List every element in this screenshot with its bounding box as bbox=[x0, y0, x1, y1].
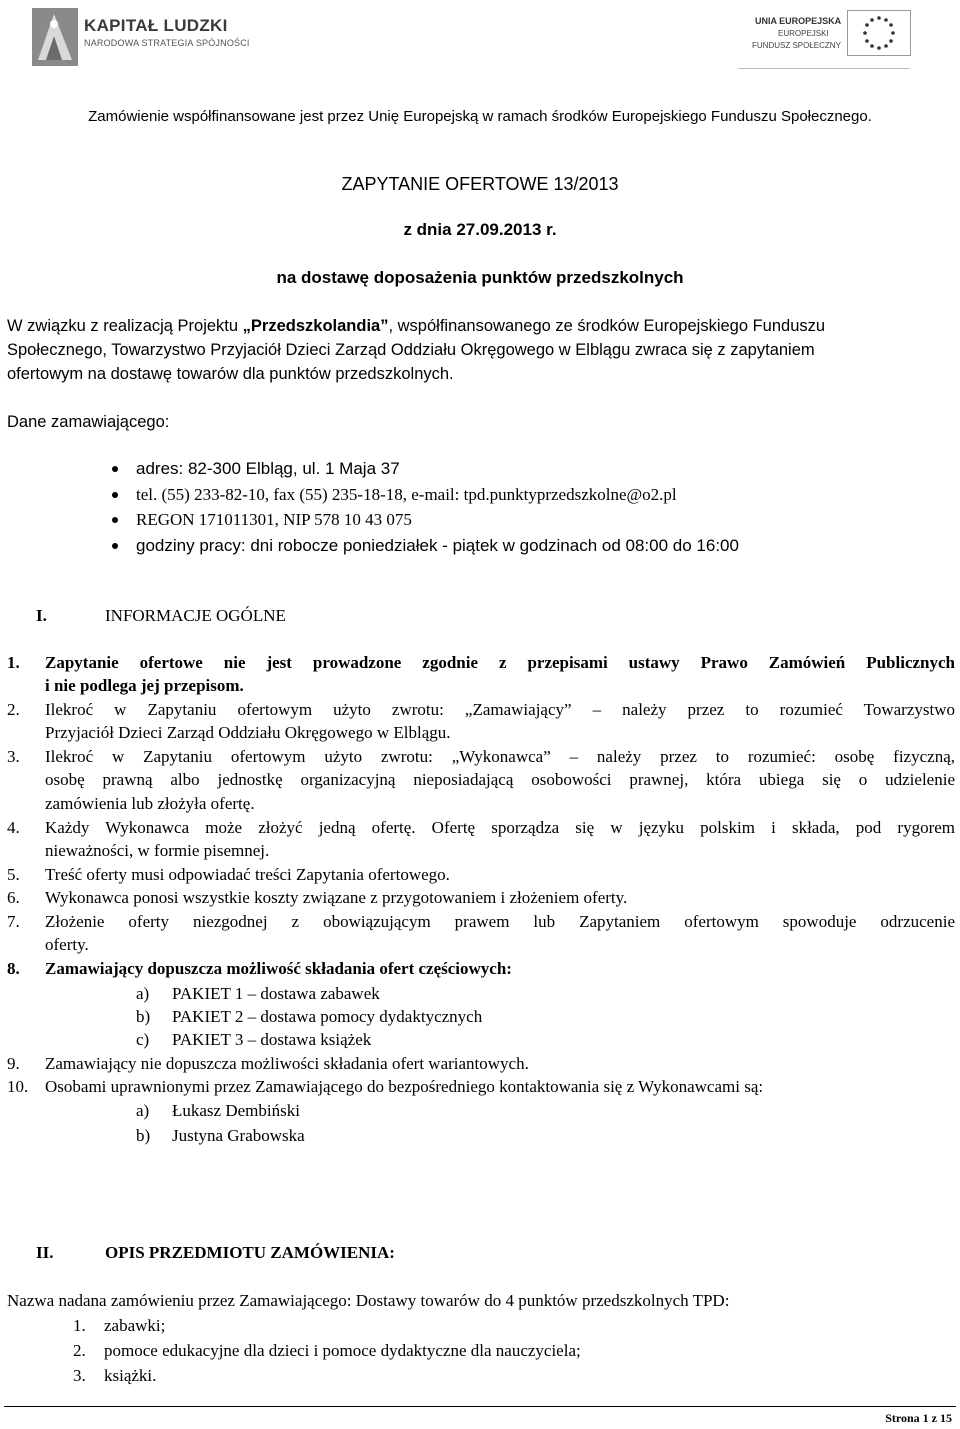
document-date: z dnia 27.09.2013 r. bbox=[403, 220, 557, 239]
intro-text-c: , współfinansowanego ze środków Europejskiego Funduszu bbox=[388, 317, 826, 335]
package-text: PAKIET 3 – dostawa książek bbox=[172, 1030, 372, 1049]
item-number: 3. bbox=[7, 747, 20, 766]
contact-name: Justyna Grabowska bbox=[172, 1126, 305, 1145]
item-number: 5. bbox=[7, 865, 20, 884]
item-3-line-2: osobę prawną albo jednostkę organizacyjną nieposiadającą osobowości prawnej, która ubiega się o udzielenie bbox=[45, 770, 955, 789]
intro-line-2: Społecznego, Towarzystwo Przyjaciół Dzieci Zarząd Oddziału Okręgowego w Elblągu zwraca się z zapytaniem bbox=[7, 341, 815, 359]
kapital-ludzki-emblem-icon bbox=[32, 8, 78, 66]
buyer-item-contact: tel. (55) 233-82-10, fax (55) 235-18-18, e-mail: tpd.punktyprzedszkolne@o2.pl bbox=[136, 484, 677, 505]
contact-letter: a) bbox=[136, 1101, 150, 1120]
item-5-line-1: Treść oferty musi odpowiadać treści Zapytania ofertowego. bbox=[45, 865, 450, 884]
intro-line-1 bbox=[7, 316, 825, 337]
package-text: PAKIET 2 – dostawa pomocy dydaktycznych bbox=[172, 1007, 483, 1026]
item-2-line-2: Przyjaciół Dzieci Zarząd Oddziału Okręgowego w Elblągu. bbox=[45, 723, 451, 742]
order-item-number: 2. bbox=[73, 1341, 86, 1360]
section1-number: I. bbox=[36, 606, 47, 625]
item-3-line-1: Ilekroć w Zapytaniu ofertowym użyto zwrotu: „Wykonawca” – należy przez to rozumieć: osobę fizyczną, bbox=[45, 747, 955, 766]
item-number: 7. bbox=[7, 912, 20, 931]
package-letter: b) bbox=[136, 1007, 151, 1026]
item-8-line-1: Zamawiający dopuszcza możliwość składania ofert częściowych: bbox=[45, 959, 512, 978]
page-number: Strona 1 z 15 bbox=[885, 1411, 952, 1425]
item-9-line-1: Zamawiający nie dopuszcza możliwości składania ofert wariantowych. bbox=[45, 1054, 529, 1073]
item-number: 1. bbox=[7, 653, 20, 672]
order-item-number: 1. bbox=[73, 1316, 86, 1335]
item-number: 9. bbox=[7, 1054, 20, 1073]
item-number: 2. bbox=[7, 700, 20, 719]
section2-title: OPIS PRZEDMIOTU ZAMÓWIENIA: bbox=[105, 1243, 395, 1262]
item-number: 6. bbox=[7, 888, 20, 907]
bullet-icon bbox=[112, 492, 118, 498]
bullet-icon bbox=[112, 517, 118, 523]
buyer-heading: Dane zamawiającego: bbox=[7, 413, 170, 431]
intro-line-3: ofertowym na dostawę towarów dla punktów przedszkolnych. bbox=[7, 365, 454, 383]
order-item-text: książki. bbox=[104, 1366, 157, 1385]
item-7-line-1: Złożenie oferty niezgodnej z obowiązującym prawem lub Zapytaniem ofertowym spowoduje odrzucenie bbox=[45, 912, 955, 931]
item-number: 10. bbox=[7, 1077, 29, 1096]
package-text: PAKIET 1 – dostawa zabawek bbox=[172, 984, 380, 1003]
kapital-ludzki-subtitle: NARODOWA STRATEGIA SPÓJNOŚCI bbox=[84, 38, 250, 48]
contact-letter: b) bbox=[136, 1126, 151, 1145]
section2-intro: Nazwa nadana zamówieniu przez Zamawiającego: Dostawy towarów do 4 punktów przedszkolnych TPD: bbox=[7, 1291, 730, 1310]
item-4-line-2: nieważności, w formie pisemnej. bbox=[45, 841, 270, 860]
item-1-line-2: i nie podlega jej przepisom. bbox=[45, 676, 244, 695]
eu-logo-line1: UNIA EUROPEJSKA bbox=[755, 16, 842, 26]
buyer-item-address: adres: 82-300 Elbląg, ul. 1 Maja 37 bbox=[136, 458, 400, 479]
item-10-line-1: Osobami uprawnionymi przez Zamawiającego do bezpośredniego kontaktowania się z Wykonawcami są: bbox=[45, 1077, 764, 1096]
item-number: 4. bbox=[7, 818, 20, 837]
eu-logo-line3: FUNDUSZ SPOŁECZNY bbox=[752, 41, 841, 50]
item-2-line-1: Ilekroć w Zapytaniu ofertowym użyto zwrotu: „Zamawiający” – należy przez to rozumieć Towarzystwo bbox=[45, 700, 955, 719]
order-item-text: pomoce edukacyjne dla dzieci i pomoce dydaktyczne dla nauczyciela; bbox=[104, 1341, 581, 1360]
kapital-ludzki-title: KAPITAŁ LUDZKI bbox=[84, 16, 228, 35]
package-letter: c) bbox=[136, 1030, 150, 1049]
item-number: 8. bbox=[7, 959, 20, 978]
item-4-line-1: Każdy Wykonawca może złożyć jedną ofertę. Ofertę sporządza się w języku polskim i składa, pod rygorem bbox=[45, 818, 955, 837]
eu-flag-icon bbox=[847, 10, 911, 56]
item-6-line-1: Wykonawca ponosi wszystkie koszty związane z przygotowaniem i złożeniem oferty. bbox=[45, 888, 628, 907]
section1-title: INFORMACJE OGÓLNE bbox=[105, 606, 286, 625]
document-subject: na dostawę doposażenia punktów przedszkolnych bbox=[276, 268, 684, 287]
project-name: „Przedszkolandia” bbox=[242, 317, 389, 335]
intro-text-a: W związku z realizacją Projektu bbox=[7, 317, 243, 335]
section2-number: II. bbox=[36, 1243, 54, 1262]
buyer-item-hours: godziny pracy: dni robocze poniedziałek - piątek w godzinach od 08:00 do 16:00 bbox=[136, 535, 739, 556]
item-1-line-1: Zapytanie ofertowe nie jest prowadzone zgodnie z przepisami ustawy Prawo Zamówień Publicznych bbox=[45, 653, 955, 672]
contact-name: Łukasz Dembiński bbox=[172, 1101, 300, 1120]
bullet-icon bbox=[112, 466, 118, 472]
item-7-line-2: oferty. bbox=[45, 935, 89, 954]
item-3-line-3: zamówienia lub złożyła ofertę. bbox=[45, 794, 255, 813]
eu-logo-line2: EUROPEJSKI bbox=[778, 29, 829, 38]
bullet-icon bbox=[112, 543, 118, 549]
funding-note: Zamówienie współfinansowane jest przez Unię Europejską w ramach środków Europejskiego Funduszu Społecznego. bbox=[88, 108, 872, 125]
order-item-text: zabawki; bbox=[104, 1316, 166, 1335]
footer-rule bbox=[4, 1406, 956, 1407]
package-letter: a) bbox=[136, 984, 150, 1003]
order-item-number: 3. bbox=[73, 1366, 86, 1385]
document-title: ZAPYTANIE OFERTOWE 13/2013 bbox=[341, 174, 619, 194]
buyer-item-regon: REGON 171011301, NIP 578 10 43 075 bbox=[136, 509, 412, 530]
